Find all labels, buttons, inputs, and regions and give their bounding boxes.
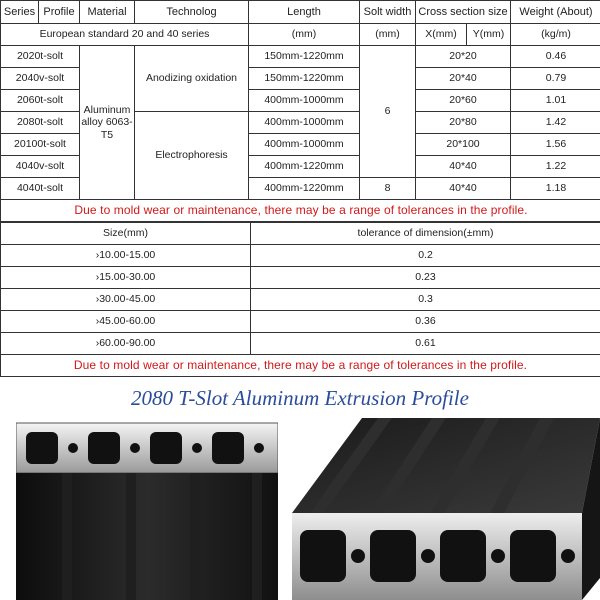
- header-cross-section: Cross section size: [416, 1, 511, 24]
- x-unit: X(mm): [416, 24, 467, 46]
- material-cell: Aluminum alloy 6063-T5: [80, 46, 135, 200]
- spec-table: [0, 0, 600, 222]
- length-cell: 400mm-1000mm: [249, 112, 360, 134]
- size-cell: ›30.00-45.00: [1, 289, 251, 311]
- profile-cell: 2020t-solt: [1, 46, 80, 68]
- cross-section-cell: 40*40: [416, 156, 511, 178]
- size-cell: ›10.00-15.00: [1, 245, 251, 267]
- profile-perspective-image: [282, 418, 600, 600]
- header-series: Series: [1, 1, 39, 24]
- weight-cell: 1.22: [511, 156, 600, 178]
- table-row: [1, 311, 600, 333]
- table-row: [1, 267, 600, 289]
- spec-subheader-row: [1, 24, 600, 46]
- size-cell: ›45.00-60.00: [1, 311, 251, 333]
- profile-cell: 20100t-solt: [1, 134, 80, 156]
- spec-header-row: [1, 1, 600, 24]
- technology-anodizing: Anodizing oxidation: [135, 46, 249, 112]
- header-size: Size(mm): [1, 223, 251, 245]
- cross-section-cell: 20*60: [416, 90, 511, 112]
- profile-perspective-illustration: [282, 418, 600, 600]
- length-cell: 150mm-1220mm: [249, 46, 360, 68]
- solt-width-cell: 8: [360, 178, 416, 200]
- length-cell: 150mm-1220mm: [249, 68, 360, 90]
- tolerance-cell: 0.23: [251, 267, 600, 289]
- tolerance-cell: 0.2: [251, 245, 600, 267]
- profile-front-image: [16, 418, 278, 600]
- length-unit: (mm): [249, 24, 360, 46]
- cross-section-cell: 20*20: [416, 46, 511, 68]
- length-cell: 400mm-1220mm: [249, 178, 360, 200]
- header-solt-width: Solt width: [360, 1, 416, 24]
- solt-unit: (mm): [360, 24, 416, 46]
- weight-cell: 0.79: [511, 68, 600, 90]
- tolerance-cell: 0.36: [251, 311, 600, 333]
- table-row: [1, 333, 600, 355]
- length-cell: 400mm-1000mm: [249, 90, 360, 112]
- profile-front-illustration: [16, 418, 278, 600]
- header-profile: Profile: [39, 1, 80, 24]
- header-length: Length: [249, 1, 360, 24]
- length-cell: 400mm-1000mm: [249, 134, 360, 156]
- table-row: [1, 245, 600, 267]
- profile-cell: 2040v-solt: [1, 68, 80, 90]
- table-row: [1, 289, 600, 311]
- cross-section-cell: 20*80: [416, 112, 511, 134]
- header-technology: Technolog: [135, 1, 249, 24]
- product-title: 2080 T-Slot Aluminum Extrusion Profile: [131, 386, 469, 410]
- weight-cell: 1.42: [511, 112, 600, 134]
- header-weight: Weight (About): [511, 1, 600, 24]
- technology-electrophoresis: Electrophoresis: [135, 112, 249, 200]
- profile-cell: 2080t-solt: [1, 112, 80, 134]
- weight-cell: 1.18: [511, 178, 600, 200]
- length-cell: 400mm-1220mm: [249, 156, 360, 178]
- weight-unit: (kg/m): [511, 24, 600, 46]
- cross-section-cell: 20*100: [416, 134, 511, 156]
- profile-cell: 2060t-solt: [1, 90, 80, 112]
- size-cell: ›15.00-30.00: [1, 267, 251, 289]
- table-row: [1, 46, 600, 68]
- y-unit: Y(mm): [467, 24, 511, 46]
- solt-width-cell: 6: [360, 46, 416, 178]
- standard-label: European standard 20 and 40 series: [1, 24, 249, 46]
- notice-row: [1, 355, 600, 377]
- tolerance-cell: 0.61: [251, 333, 600, 355]
- tolerance-header-row: [1, 223, 600, 245]
- tolerance-notice: Due to mold wear or maintenance, there may be a range of tolerances in the profile.: [1, 355, 600, 377]
- cross-section-cell: 40*40: [416, 178, 511, 200]
- tolerance-table: [0, 222, 600, 377]
- size-cell: ›60.00-90.00: [1, 333, 251, 355]
- notice-row: [1, 200, 600, 222]
- weight-cell: 1.56: [511, 134, 600, 156]
- profile-cell: 4040v-solt: [1, 156, 80, 178]
- weight-cell: 1.01: [511, 90, 600, 112]
- cross-section-cell: 20*40: [416, 68, 511, 90]
- weight-cell: 0.46: [511, 46, 600, 68]
- tolerance-cell: 0.3: [251, 289, 600, 311]
- header-tolerance: tolerance of dimension(±mm): [251, 223, 600, 245]
- profile-cell: 4040t-solt: [1, 178, 80, 200]
- header-material: Material: [80, 1, 135, 24]
- tolerance-notice: Due to mold wear or maintenance, there may be a range of tolerances in the profile.: [1, 200, 600, 222]
